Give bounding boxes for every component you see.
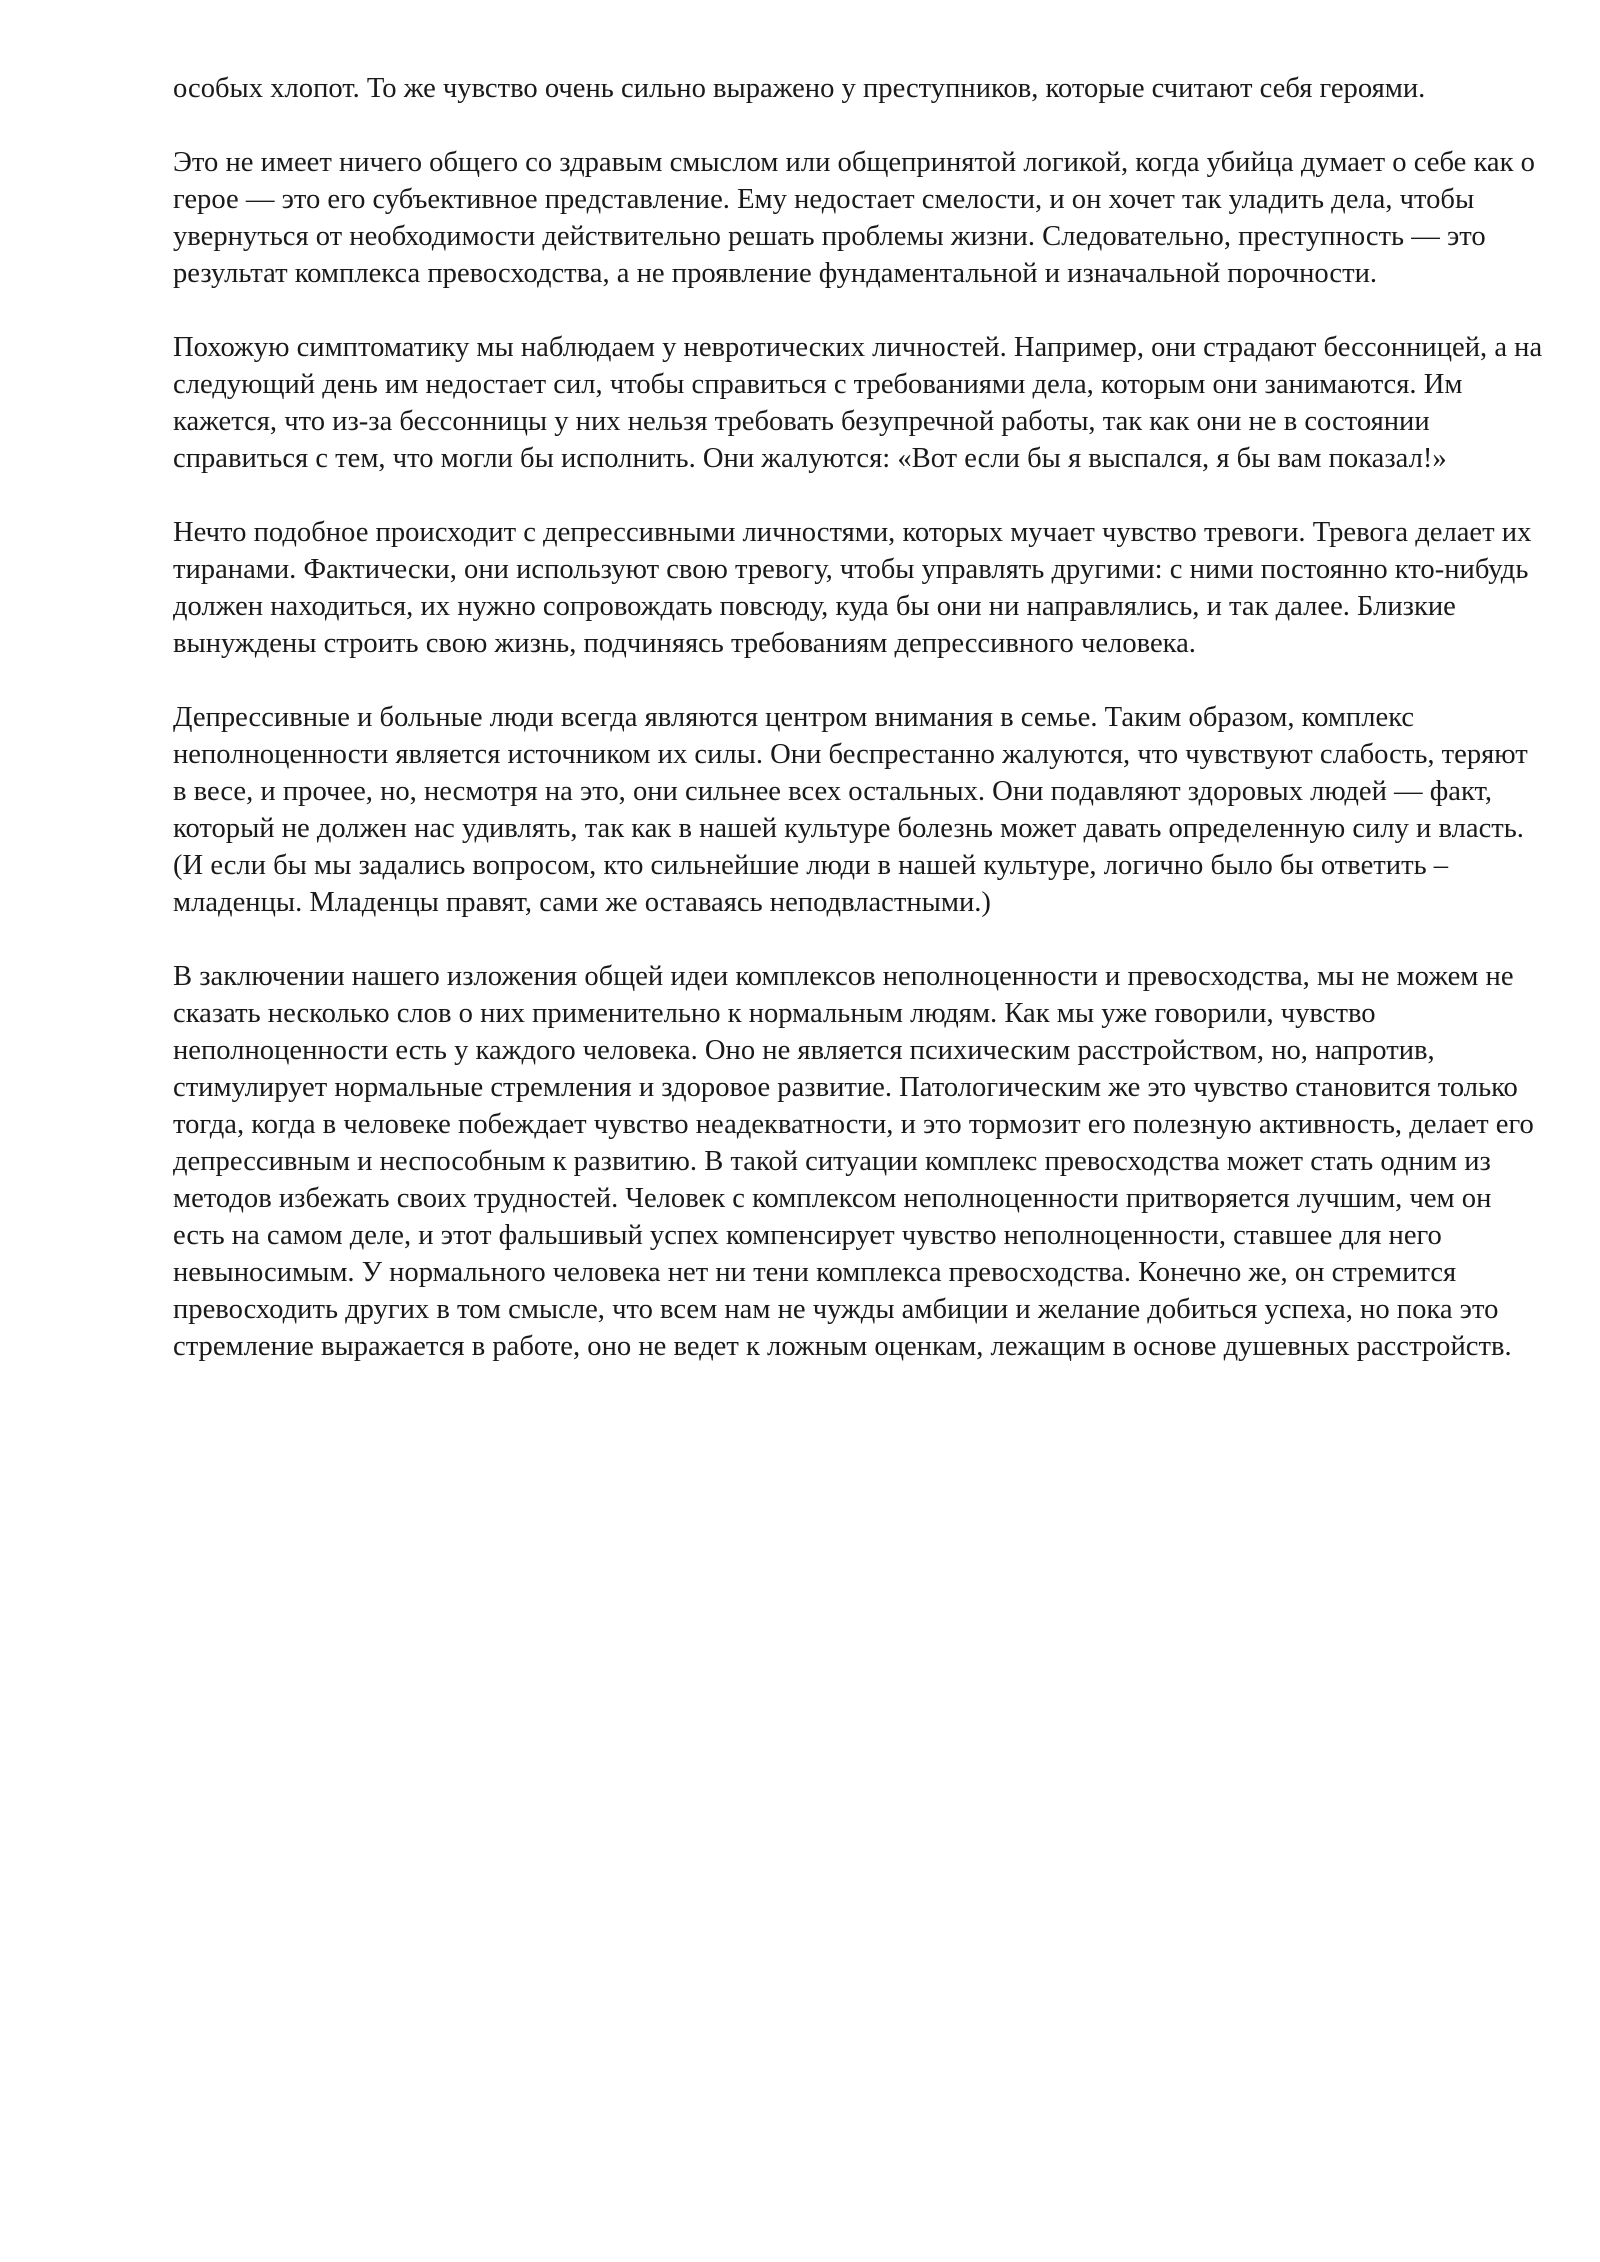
paragraph-4: Нечто подобное происходит с депрессивными личностями, которых мучает чувство тревоги. Тревога делает их тиранами. Фактически, они используют свою тревогу, чтобы управлять другими: с ними постоянно кто-нибудь должен находиться, их нужно сопровождать повсюду, куда бы они ни направлялись, и так далее. Близкие вынуждены строить свою жизнь, подчиняясь требованиям депрессивного человека. [173, 517, 1532, 659]
paragraph-2: Это не имеет ничего общего со здравым смыслом или общепринятой логикой, когда убийца думает о себе как о герое — это его субъективное представление. Ему недостает смелости, и он хочет так уладить дела, чтобы увернуться от необходимости действительно решать проблемы жизни. Следовательно, преступность — это результат комплекса превосходства, а не проявление фундаментальной и изначальной порочности. [173, 147, 1535, 289]
paragraph-6: В заключении нашего изложения общей идеи комплексов неполноценности и превосходства, мы не можем не сказать несколько слов о них применительно к нормальным людям. Как мы уже говорили, чувство неполноценности есть у каждого человека. Оно не является психическим расстройством, но, напротив, стимулирует нормальные стремления и здоровое развитие. Патологическим же это чувство становится только тогда, когда в человеке побеждает чувство неадекватности, и это тормозит его полезную активность, делает его депрессивным и неспособным к развитию. В такой ситуации комплекс превосходства может стать одним из методов избежать своих трудностей. Человек с комплексом неполноценности притворяется лучшим, чем он есть на самом деле, и этот фальшивый успех компенсирует чувство неполноценности, ставшее для него невыносимым. У нормального человека нет ни тени комплекса превосходства. Конечно же, он стремится превосходить других в том смысле, что всем нам не чужды амбиции и желание добиться успеха, но пока это стремление выражается в работе, оно не ведет к ложным оценкам, лежащим в основе душевных расстройств. [173, 961, 1534, 1362]
paragraph-1: особых хлопот. То же чувство очень сильно выражено у преступников, которые считают себя героями. [173, 73, 1426, 104]
paragraph-5: Депрессивные и больные люди всегда являются центром внимания в семье. Таким образом, комплекс неполноценности является источником их силы. Они беспрестанно жалуются, что чувствуют слабость, теряют в весе, и прочее, но, несмотря на это, они сильнее всех остальных. Они подавляют здоровых людей — факт, который не должен нас удивлять, так как в нашей культуре болезнь может давать определенную силу и власть.(И если бы мы задались вопросом, кто сильнейшие люди в нашей культуре, логично было бы ответить – младенцы. Младенцы правят, сами же оставаясь неподвластными.) [173, 702, 1528, 918]
paragraph-3: Похожую симптоматику мы наблюдаем у невротических личностей. Например, они страдают бессонницей, а на следующий день им недостает сил, чтобы справиться с требованиями дела, которым они занимаются. Им кажется, что из-за бессонницы у них нельзя требовать безупречной работы, так как они не в состоянии справиться с тем, что могли бы исполнить. Они жалуются: «Вот если бы я выспался, я бы вам показал!» [173, 332, 1543, 474]
document-page [173, 70, 1543, 1365]
